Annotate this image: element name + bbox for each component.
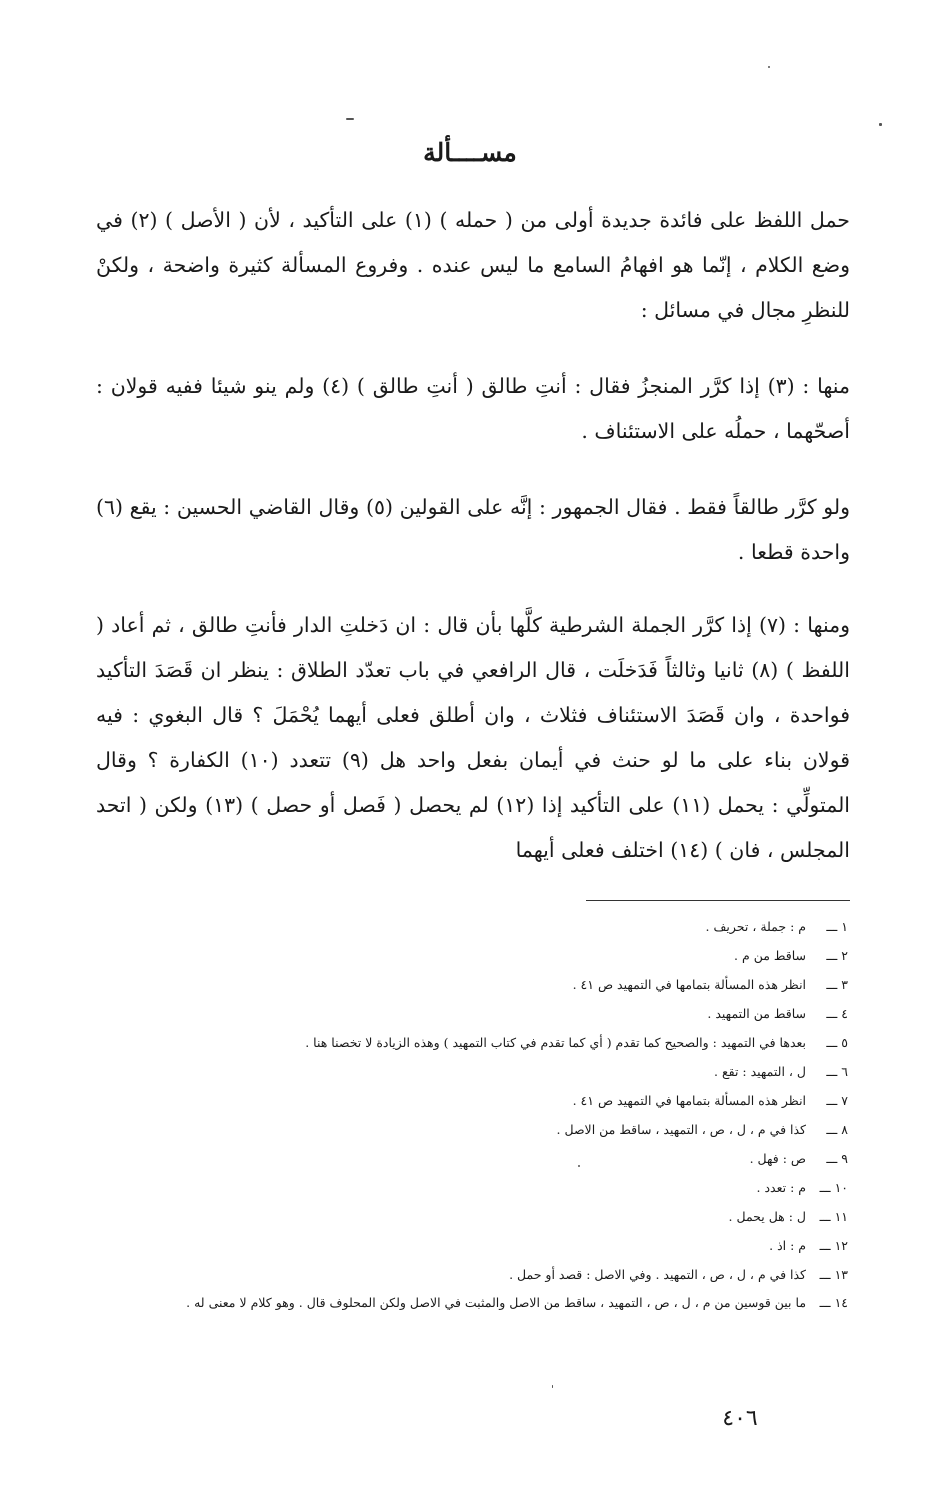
footnote-text: ل : هل يحمل . <box>728 1209 807 1224</box>
footnote-number: ١١ ـــ <box>819 1209 848 1224</box>
footnote-item <box>78 1115 848 1144</box>
footnote-text: كذا في م ، ل ، ص ، التمهيد . وفي الاصل : قصد أو حمل . <box>509 1267 807 1282</box>
footnote-number: ١٤ ـــ <box>819 1295 848 1310</box>
footnote-text: كذا في م ، ل ، ص ، التمهيد ، ساقط من الاصل . <box>556 1122 807 1137</box>
page-number: ٤٠٦ <box>722 1406 758 1431</box>
footnote-number: ١٠ ـــ <box>819 1180 848 1195</box>
footnote-text: بعدها في التمهيد : والصحيح كما تقدم ( أي كما تقدم في كتاب التمهيد ) وهذه الزيادة لا تخصنا هنا . <box>305 1035 807 1050</box>
footnote-text: م : جملة ، تحريف . <box>705 919 807 934</box>
footnote-text: ص : فهل . <box>749 1151 807 1166</box>
footnote-number: ٢ ـــ <box>826 948 848 963</box>
footnote-number: ١٢ ـــ <box>819 1238 848 1253</box>
footnote-item <box>78 912 848 941</box>
footnote-item <box>78 970 848 999</box>
footnote-number: ٩ ـــ <box>826 1151 848 1166</box>
footnote-separator <box>586 900 850 901</box>
footnote-number: ٣ ـــ <box>826 977 848 992</box>
footnote-item <box>78 999 848 1028</box>
footnote-text: انظر هذه المسألة بتمامها في التمهيد ص ٤١ . <box>572 1093 807 1108</box>
footnote-item <box>78 1028 848 1057</box>
footnote-item <box>78 1231 848 1260</box>
footnote-item <box>78 1144 848 1173</box>
footnote-number: ٧ ـــ <box>826 1093 848 1108</box>
paragraph-4: ومنها : (٧) إذا كرَّر الجملة الشرطية كلَّها بأن قال : ان دَخلتِ الدار فأنتِ طالق ، ثم أعاد ( اللفظ ) (٨) ثانيا وثالثاً فَدَخلَت ، قال الرافعي في باب تعدّد الطلاق : ينظر ان قَصَدَ التأكيد فواحدة ، وان قَصَدَ الاستئناف فثلاث ، وان أطلق فعلى أيهما يُحْمَلَ ؟ قال البغوي : فيه قولان بناء على ما لو حنث في أيمان بفعل واحد هل (٩) تتعدد (١٠) الكفارة ؟ وقال المتولِّي : يحمل (١١) على التأكيد إذا (١٢) لم يحصل ( فَصل أو حصل ) (١٣) ولكن ( اتحد المجلس ، فان ) (١٤) اختلف فعلى أيهما <box>96 613 851 862</box>
scan-speck <box>552 1385 553 1388</box>
scan-speck <box>346 118 354 120</box>
footnote-number: ٥ ـــ <box>826 1035 848 1050</box>
footnote-text: ساقط من التمهيد . <box>707 1006 807 1021</box>
footnote-item <box>78 1289 848 1314</box>
footnote-item <box>78 1202 848 1231</box>
paragraph-1: حمل اللفظ على فائدة جديدة أولى من ( حمله ) (١) على التأكيد ، لأن ( الأصل ) (٢) في وضع الكلام ، إنّما هو افهامُ السامع ما ليس عنده . وفروع المسألة كثيرة واضحة ، ولكنْ للنظرِ مجال في مسائل : <box>96 208 850 322</box>
section-title: مســــألة <box>423 138 517 167</box>
paragraph-3: ولو كرَّر طالقاً فقط . فقال الجمهور : إنَّه على القولين (٥) وقال القاضي الحسين : يقع (٦) واحدة قطعا . <box>96 495 850 564</box>
footnote-number: ٦ ـــ <box>826 1064 848 1079</box>
footnote-number: ٨ ـــ <box>826 1122 848 1137</box>
footnote-item <box>78 941 848 970</box>
footnote-item <box>78 1260 848 1289</box>
footnote-item <box>78 1173 848 1202</box>
footnote-text: انظر هذه المسألة بتمامها في التمهيد ص ٤١ . <box>572 977 807 992</box>
footnote-text: م : تعدد . <box>756 1180 807 1195</box>
footnote-number: ٤ ـــ <box>826 1006 848 1021</box>
footnotes-list <box>78 912 848 1314</box>
footnote-text: ما بين قوسين من م ، ل ، ص ، التمهيد ، ساقط من الاصل والمثبت في الاصل ولكن المحلوف قال . وهو كلام لا معنى له . <box>186 1295 807 1310</box>
footnote-number: ١٣ ـــ <box>819 1267 848 1282</box>
scan-speck <box>578 1165 580 1167</box>
footnote-item <box>78 1086 848 1115</box>
footnote-item <box>78 1057 848 1086</box>
footnote-text: ساقط من م . <box>734 948 807 963</box>
scan-speck <box>768 66 770 68</box>
footnote-number: ١ ـــ <box>826 919 848 934</box>
footnote-text: ل ، التمهيد : تقع . <box>714 1064 807 1079</box>
scan-speck <box>879 123 882 126</box>
paragraph-2: منها : (٣) إذا كرَّر المنجزُ فقال : أنتِ طالق ( أنتِ طالق ) (٤) ولم ينو شيئا ففيه قولان : أصحّهما ، حملُه على الاستئناف . <box>96 374 850 443</box>
footnote-text: م : اذ . <box>769 1238 807 1253</box>
